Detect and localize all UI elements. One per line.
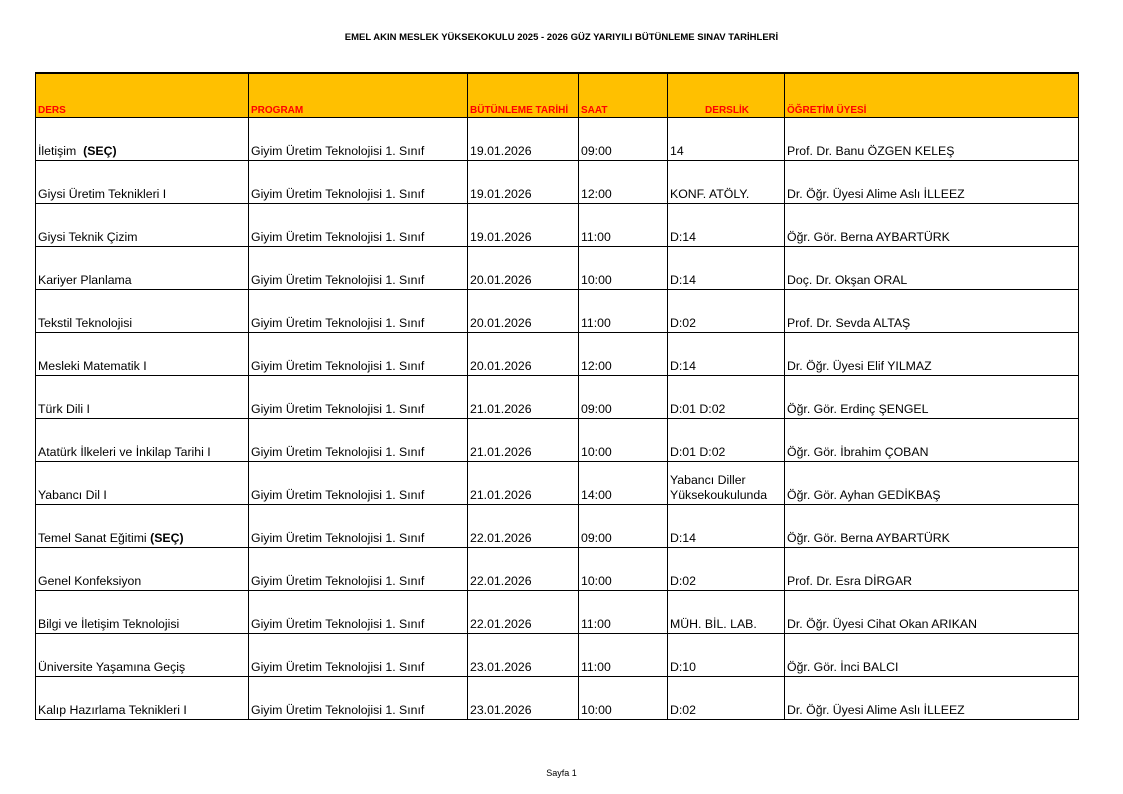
cell-tarih: 23.01.2026 — [468, 634, 579, 677]
header-tarih: BÜTÜNLEME TARİHİ — [468, 73, 579, 118]
header-saat: SAAT — [579, 73, 668, 118]
cell-program: Giyim Üretim Teknolojisi 1. Sınıf — [249, 118, 468, 161]
document-title: EMEL AKIN MESLEK YÜKSEKOKULU 2025 - 2026 GÜZ YARIYILI BÜTÜNLEME SINAV TARİHLERİ — [344, 32, 779, 43]
course-name: Üniversite Yaşamına Geçiş — [38, 660, 186, 674]
cell-derslik: D:01 D:02 — [668, 376, 785, 419]
cell-ders — [36, 634, 249, 677]
cell-ders — [36, 419, 249, 462]
elective-tag: (SEÇ) — [150, 531, 184, 545]
table-row — [36, 462, 1079, 505]
table-row — [36, 161, 1079, 204]
cell-ders — [36, 290, 249, 333]
exam-schedule-table — [35, 72, 1079, 720]
cell-tarih: 21.01.2026 — [468, 462, 579, 505]
cell-ogretim: Prof. Dr. Banu ÖZGEN KELEŞ — [785, 118, 1079, 161]
cell-ders — [36, 118, 249, 161]
course-name: Türk Dili I — [38, 402, 90, 416]
cell-derslik: D:14 — [668, 247, 785, 290]
cell-saat: 09:00 — [579, 505, 668, 548]
cell-ders — [36, 247, 249, 290]
cell-saat: 10:00 — [579, 247, 668, 290]
table-row — [36, 419, 1079, 462]
course-name: Genel Konfeksiyon — [38, 574, 142, 588]
table-row — [36, 634, 1079, 677]
cell-saat: 12:00 — [579, 333, 668, 376]
cell-ogretim: Öğr. Gör. Ayhan GEDİKBAŞ — [785, 462, 1079, 505]
elective-tag: (SEÇ) — [83, 144, 117, 158]
cell-program: Giyim Üretim Teknolojisi 1. Sınıf — [249, 548, 468, 591]
course-name: Mesleki Matematik I — [38, 359, 147, 373]
header-program: PROGRAM — [249, 73, 468, 118]
cell-ders — [36, 333, 249, 376]
cell-ogretim: Prof. Dr. Sevda ALTAŞ — [785, 290, 1079, 333]
cell-saat: 11:00 — [579, 290, 668, 333]
course-name: Bilgi ve İletişim Teknolojisi — [38, 617, 180, 631]
course-name: Kariyer Planlama — [38, 273, 132, 287]
cell-tarih: 20.01.2026 — [468, 247, 579, 290]
table-row — [36, 376, 1079, 419]
header-derslik: DERSLİK — [668, 73, 785, 118]
cell-derslik: D:02 — [668, 548, 785, 591]
header-row — [36, 73, 1079, 118]
cell-derslik: D:02 — [668, 290, 785, 333]
cell-tarih: 22.01.2026 — [468, 505, 579, 548]
cell-saat: 12:00 — [579, 161, 668, 204]
table-row — [36, 591, 1079, 634]
cell-derslik: D:14 — [668, 204, 785, 247]
course-name: Kalıp Hazırlama Teknikleri I — [38, 703, 187, 717]
course-name: Atatürk İlkeleri ve İnkilap Tarihi I — [38, 445, 211, 459]
cell-tarih: 20.01.2026 — [468, 290, 579, 333]
cell-program: Giyim Üretim Teknolojisi 1. Sınıf — [249, 290, 468, 333]
cell-program: Giyim Üretim Teknolojisi 1. Sınıf — [249, 419, 468, 462]
course-name: Yabancı Dil I — [38, 488, 107, 502]
cell-ders — [36, 204, 249, 247]
cell-ders — [36, 376, 249, 419]
cell-derslik: MÜH. BİL. LAB. — [668, 591, 785, 634]
header-ders: DERS — [36, 73, 249, 118]
cell-derslik: Yabancı Diller Yüksekoukulunda — [668, 462, 785, 505]
cell-ders — [36, 677, 249, 720]
cell-tarih: 22.01.2026 — [468, 591, 579, 634]
cell-tarih: 19.01.2026 — [468, 161, 579, 204]
cell-saat: 09:00 — [579, 118, 668, 161]
cell-ogretim: Öğr. Gör. İbrahim ÇOBAN — [785, 419, 1079, 462]
table-row — [36, 204, 1079, 247]
course-name: Tekstil Teknolojisi — [38, 316, 133, 330]
cell-derslik: D:01 D:02 — [668, 419, 785, 462]
table-row — [36, 290, 1079, 333]
table-row — [36, 548, 1079, 591]
cell-program: Giyim Üretim Teknolojisi 1. Sınıf — [249, 677, 468, 720]
cell-saat: 11:00 — [579, 204, 668, 247]
cell-ders — [36, 161, 249, 204]
cell-derslik: D:14 — [668, 505, 785, 548]
course-name: İletişim — [38, 144, 84, 158]
course-name: Giysi Üretim Teknikleri I — [38, 187, 167, 201]
cell-derslik: 14 — [668, 118, 785, 161]
cell-ogretim: Dr. Öğr. Üyesi Alime Aslı İLLEEZ — [785, 677, 1079, 720]
cell-ogretim: Dr. Öğr. Üyesi Elif YILMAZ — [785, 333, 1079, 376]
cell-program: Giyim Üretim Teknolojisi 1. Sınıf — [249, 376, 468, 419]
cell-derslik: KONF. ATÖLY. — [668, 161, 785, 204]
table-row — [36, 333, 1079, 376]
table-row — [36, 505, 1079, 548]
cell-saat: 10:00 — [579, 419, 668, 462]
cell-tarih: 20.01.2026 — [468, 333, 579, 376]
cell-saat: 10:00 — [579, 548, 668, 591]
cell-tarih: 19.01.2026 — [468, 204, 579, 247]
cell-ogretim: Öğr. Gör. İnci BALCI — [785, 634, 1079, 677]
header-ogretim: ÖĞRETİM ÜYESİ — [785, 73, 1079, 118]
cell-program: Giyim Üretim Teknolojisi 1. Sınıf — [249, 333, 468, 376]
cell-derslik: D:14 — [668, 333, 785, 376]
course-name: Temel Sanat Eğitimi — [38, 531, 151, 545]
cell-program: Giyim Üretim Teknolojisi 1. Sınıf — [249, 591, 468, 634]
cell-ogretim: Prof. Dr. Esra DİRGAR — [785, 548, 1079, 591]
cell-program: Giyim Üretim Teknolojisi 1. Sınıf — [249, 462, 468, 505]
cell-saat: 09:00 — [579, 376, 668, 419]
cell-program: Giyim Üretim Teknolojisi 1. Sınıf — [249, 247, 468, 290]
cell-ders — [36, 548, 249, 591]
cell-derslik: D:10 — [668, 634, 785, 677]
cell-program: Giyim Üretim Teknolojisi 1. Sınıf — [249, 634, 468, 677]
cell-saat: 11:00 — [579, 591, 668, 634]
cell-saat: 14:00 — [579, 462, 668, 505]
cell-ders — [36, 462, 249, 505]
cell-saat: 11:00 — [579, 634, 668, 677]
cell-ders — [36, 591, 249, 634]
cell-program: Giyim Üretim Teknolojisi 1. Sınıf — [249, 505, 468, 548]
cell-program: Giyim Üretim Teknolojisi 1. Sınıf — [249, 161, 468, 204]
cell-ogretim: Öğr. Gör. Erdinç ŞENGEL — [785, 376, 1079, 419]
page-footer: Sayfa 1 — [546, 768, 577, 778]
table-row — [36, 677, 1079, 720]
cell-ogretim: Öğr. Gör. Berna AYBARTÜRK — [785, 204, 1079, 247]
cell-tarih: 22.01.2026 — [468, 548, 579, 591]
cell-tarih: 19.01.2026 — [468, 118, 579, 161]
table-row — [36, 247, 1079, 290]
course-name: Giysi Teknik Çizim — [38, 230, 138, 244]
cell-saat: 10:00 — [579, 677, 668, 720]
cell-ogretim: Dr. Öğr. Üyesi Alime Aslı İLLEEZ — [785, 161, 1079, 204]
cell-tarih: 21.01.2026 — [468, 419, 579, 462]
cell-ogretim: Doç. Dr. Okşan ORAL — [785, 247, 1079, 290]
table-row — [36, 118, 1079, 161]
cell-ogretim: Öğr. Gör. Berna AYBARTÜRK — [785, 505, 1079, 548]
cell-derslik: D:02 — [668, 677, 785, 720]
cell-program: Giyim Üretim Teknolojisi 1. Sınıf — [249, 204, 468, 247]
cell-ders — [36, 505, 249, 548]
cell-ogretim: Dr. Öğr. Üyesi Cihat Okan ARIKAN — [785, 591, 1079, 634]
cell-tarih: 23.01.2026 — [468, 677, 579, 720]
cell-tarih: 21.01.2026 — [468, 376, 579, 419]
